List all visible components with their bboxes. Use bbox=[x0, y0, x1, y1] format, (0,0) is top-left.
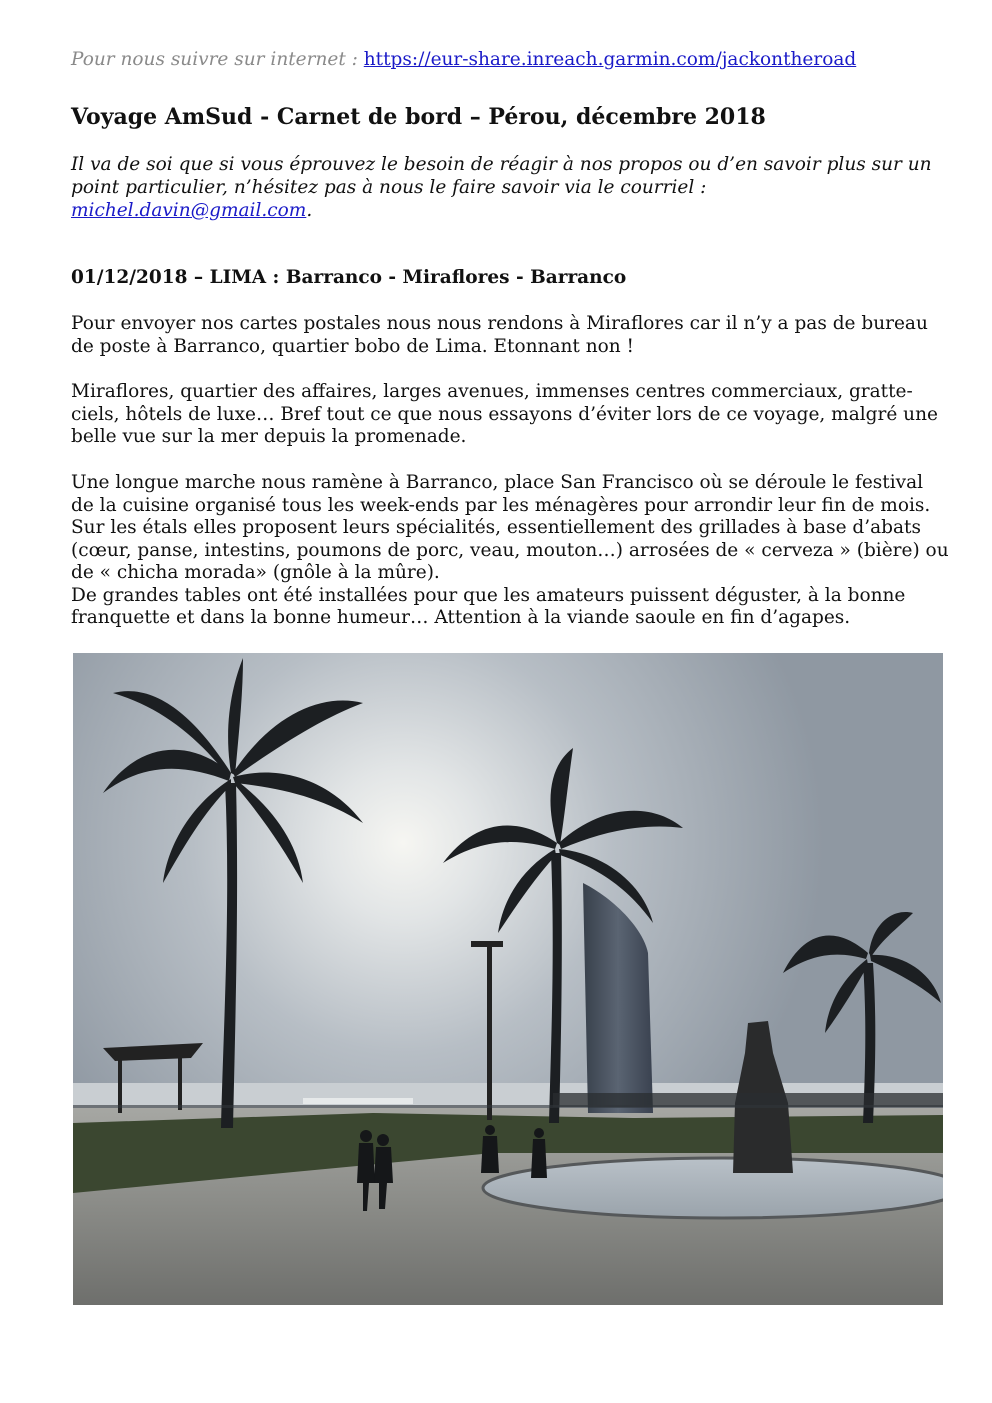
paragraph-1-text: Pour envoyer nos cartes postales nous nous rendons à Miraflores car il n’y a pas de bureau de poste à Barranco, quartier bobo de Lima. Etonnant non ! bbox=[71, 313, 928, 357]
follow-lead-text: Pour nous suivre sur internet : bbox=[71, 49, 364, 70]
paragraph-2 bbox=[71, 381, 951, 449]
paragraph-3-line-3: De grandes tables ont été installées pour que les amateurs puissent déguster, à la bonne franquette et dans la bonne humeur… Attention à la viande saoule en fin d’agapes. bbox=[71, 584, 906, 628]
follow-line bbox=[71, 48, 856, 72]
paragraph-3-line-1: Une longue marche nous ramène à Barranco, place San Francisco où se déroule le festival de la cuisine organisé tous les week-ends par les ménagères pour arrondir leur fin de mois. bbox=[71, 472, 931, 516]
section-title: 01/12/2018 – LIMA : Barranco - Miraflores - Barranco bbox=[71, 267, 627, 288]
paragraph-3-line-2: Sur les étals elles proposent leurs spécialités, essentiellement des grillades à base d’abats (cœur, panse, intestins, poumons de porc, veau, mouton…) arrosées de « cerveza » (bière) ou de « chicha morada» (gnôle à la mûre). bbox=[71, 517, 949, 583]
tracking-link[interactable]: https://eur-share.inreach.garmin.com/jackontheroad bbox=[363, 49, 857, 70]
fountain-pool bbox=[483, 1158, 943, 1218]
email-link[interactable]: michel.davin@gmail.com bbox=[71, 200, 307, 221]
paragraph-3 bbox=[71, 472, 951, 630]
intro-note bbox=[71, 153, 951, 222]
paragraph-1 bbox=[71, 313, 951, 358]
photo-miraflores-promenade bbox=[73, 653, 943, 1305]
paragraph-2-text: Miraflores, quartier des affaires, larges avenues, immenses centres commerciaux, gratte-ciels, hôtels de luxe… Bref tout ce que nous essayons d’éviter lors de ce voyage, malgré une belle vue sur la mer depuis la promenade. bbox=[71, 381, 938, 447]
page-title: Voyage AmSud - Carnet de bord – Pérou, décembre 2018 bbox=[71, 104, 766, 130]
intro-text: Il va de soi que si vous éprouvez le besoin de réagir à nos propos ou d’en savoir plus sur un point particulier, n’hésitez pas à nous le faire savoir via le courriel : bbox=[71, 154, 932, 198]
intro-end: . bbox=[306, 200, 313, 221]
